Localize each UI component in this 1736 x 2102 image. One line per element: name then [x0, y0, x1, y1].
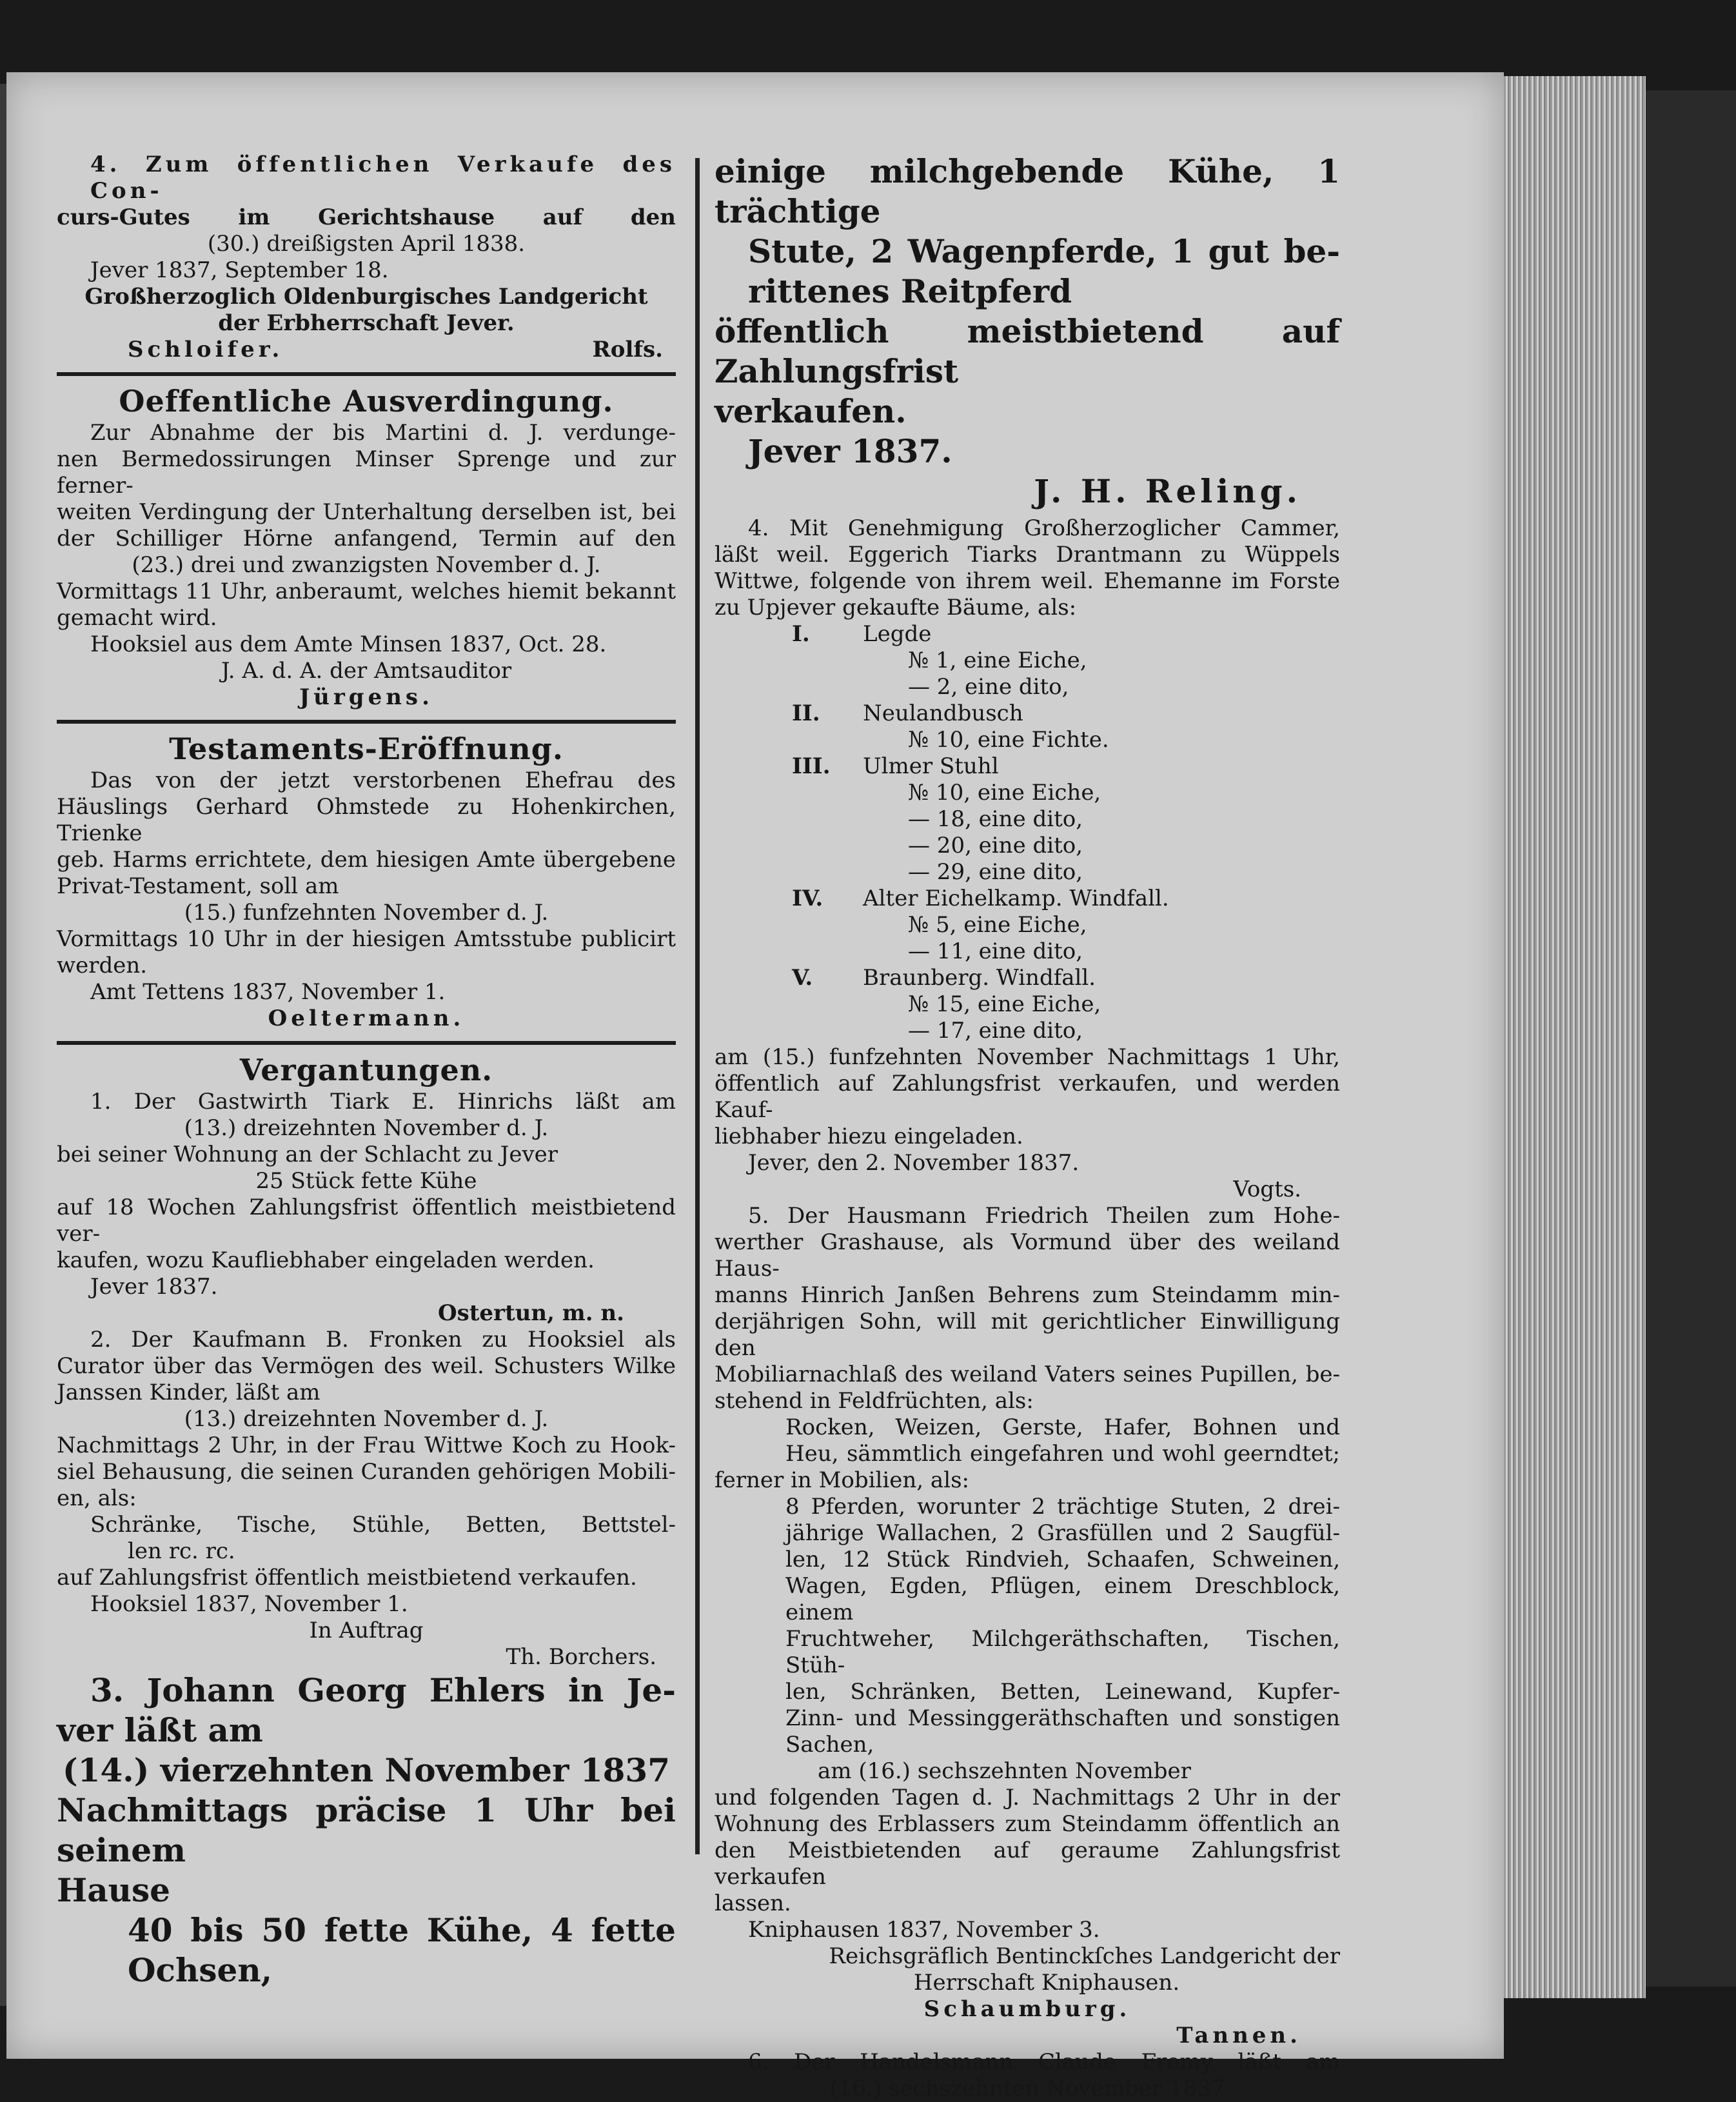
text-line: gemacht wird.	[57, 605, 217, 631]
tree-list-row	[792, 806, 1340, 833]
tree-list-text: Ulmer Stuhl	[863, 753, 999, 779]
tree-group-numeral	[792, 1018, 863, 1044]
text-line: Nachmittags 2 Uhr, in der Frau Wittwe Koch zu Hook-	[57, 1433, 676, 1458]
text-line: Rocken, Weizen, Gerste, Hafer, Bohnen und	[785, 1414, 1340, 1440]
text-line: len, Schränken, Betten, Leinewand, Kupfer-	[785, 1679, 1340, 1705]
tree-list-row	[792, 700, 1340, 727]
right-column	[715, 152, 1340, 2102]
tree-list-text: — 11, eine dito,	[908, 938, 1083, 964]
signature: Rolfs.	[592, 337, 663, 362]
tree-list-row	[792, 780, 1340, 806]
text-line: Janssen Kinder, läßt am	[57, 1380, 321, 1405]
text-line: 4. Mit Genehmigung Großherzoglicher Cammer,	[748, 515, 1340, 541]
text-line: Vormittags 10 Uhr in der hiesigen Amtsstube publicirt	[57, 926, 676, 952]
text-line: jährige Wallachen, 2 Grasfüllen und 2 Saugfül-	[785, 1520, 1340, 1546]
text-line: Jever, den 2. November 1837.	[748, 1150, 1080, 1176]
text-line: (14.) vierzehnten November 1837	[63, 1751, 670, 1789]
text-line: 1. Der Gastwirth Tiark E. Hinrichs läßt am	[90, 1089, 676, 1115]
signature: Ostertun, m. n.	[437, 1300, 624, 1326]
left-column	[57, 152, 676, 1990]
text-line: 5. Der Hausmann Friedrich Theilen zum Hohe-	[748, 1203, 1340, 1229]
text-line: und folgenden Tagen d. J. Nachmittags 2 Uhr in der	[715, 1785, 1340, 1810]
tree-list	[715, 621, 1340, 1044]
signature: Th. Borchers.	[506, 1644, 656, 1670]
tree-list-text: Neulandbusch	[863, 700, 1023, 726]
text-line: ferner in Mobilien, als:	[715, 1467, 969, 1493]
signature: Schloifer.	[128, 337, 284, 362]
tree-list-text: — 18, eine dito,	[908, 806, 1083, 832]
text-line: geb. Harms errichtete, dem hiesigen Amte übergebene	[57, 847, 676, 873]
tree-list-row	[792, 648, 1340, 674]
tree-group-numeral	[792, 806, 863, 833]
text-line: 8 Pferden, worunter 2 trächtige Stuten, 2 drei-	[785, 1494, 1340, 1520]
text-line: manns Hinrich Janßen Behrens zum Steindamm min-	[715, 1282, 1340, 1308]
text-line: auf 18 Wochen Zahlungsfrist öffentlich meistbietend ver-	[57, 1195, 676, 1247]
text-line: bei seiner Wohnung an der Schlacht zu Jever	[57, 1142, 558, 1167]
tree-list-row	[792, 621, 1340, 648]
text-line: Herrschaft Kniphausen.	[913, 1970, 1180, 1996]
text-line: In Auftrag	[309, 1618, 424, 1643]
text-line: Zinn- und Messinggeräthschaften und sonstigen	[785, 1705, 1340, 1731]
tree-list-row	[792, 674, 1340, 700]
tree-list-row	[792, 965, 1340, 991]
text-line: öffentlich meistbietend auf Zahlungsfrist	[715, 312, 1340, 390]
tree-group-numeral	[792, 991, 863, 1018]
tree-list-text: Alter Eichelkamp. Windfall.	[863, 886, 1169, 911]
text-line: kaufen, wozu Kaufliebhaber eingeladen werden.	[57, 1247, 595, 1273]
text-line: ver läßt am	[57, 1711, 263, 1749]
tree-list-row	[792, 727, 1340, 753]
text-line: Häuslings Gerhard Ohmstede zu Hohenkirchen, Trienke	[57, 794, 676, 846]
text-line: siel Behausung, die seinen Curanden gehörigen Mobili-	[57, 1459, 676, 1485]
tree-list-row	[792, 859, 1340, 886]
signature: Vogts.	[1233, 1176, 1301, 1202]
notice-5	[715, 1203, 1340, 2049]
signature: Schaumburg.	[923, 1996, 1131, 2022]
text-line: Hooksiel 1837, November 1.	[90, 1591, 408, 1617]
text-line: Mobiliarnachlaß des weiland Vaters seines Pupillen, be-	[715, 1362, 1340, 1387]
text-line: Reichsgräflich Bentinckſches Landgericht der	[829, 1943, 1340, 1969]
section-rule	[57, 372, 676, 376]
tree-group-numeral	[792, 727, 863, 753]
text-line: der Erbherrschaft Jever.	[218, 310, 515, 336]
text-line: Hooksiel aus dem Amte Minsen 1837, Oct. 28.	[90, 631, 607, 657]
text-line: Jever 1837.	[748, 432, 952, 470]
text-line: Großherzoglich Oldenburgisches Landgericht	[84, 284, 648, 310]
text-line: werther Grashause, als Vormund über des weiland Haus-	[715, 1229, 1340, 1282]
text-line: 6. Der Handelsmann Claude Fremy läßt am	[748, 2049, 1340, 2075]
tree-list-text: № 1, eine Eiche,	[908, 648, 1087, 673]
text-line: Stute, 2 Wagenpferde, 1 gut be-	[748, 232, 1340, 270]
text-line: der Schilliger Hörne anfangend, Termin auf den	[57, 526, 676, 551]
tree-group-numeral	[792, 938, 863, 965]
text-line: am (16.) sechszehnten November	[818, 1758, 1191, 1784]
text-line: 3. Johann Georg Ehlers in Je-	[90, 1671, 676, 1709]
tree-list-row	[792, 833, 1340, 859]
text-line: (13.) dreizehnten November d. J.	[184, 1115, 549, 1141]
signature: Tannen.	[1176, 2023, 1301, 2048]
tree-group-numeral: III.	[792, 753, 831, 779]
text-line: len, 12 Stück Rindvieh, Schaafen, Schweinen,	[785, 1547, 1340, 1572]
section-rule	[57, 720, 676, 724]
text-line: auf Zahlungsfrist öffentlich meistbietend verkaufen.	[57, 1565, 637, 1591]
section-ausverdingung	[57, 382, 676, 711]
text-line: J. A. d. A. der Amtsauditor	[221, 658, 512, 684]
text-line: 4. Zum öffentlichen Verkaufe des Con-	[90, 152, 676, 204]
tree-list-text: Braunberg. Windfall.	[863, 965, 1096, 991]
tree-list-text: № 10, eine Fichte.	[908, 727, 1109, 753]
tree-list-text: № 10, eine Eiche,	[908, 780, 1101, 806]
text-line: den Meistbietenden auf geraume Zahlungsfrist verkaufen	[715, 1838, 1340, 1890]
signature: J. H. Reling.	[1034, 472, 1301, 510]
text-line: Wohnung des Erblassers zum Steindamm öffentlich an	[715, 1811, 1340, 1837]
text-line: Jever 1837, September 18.	[90, 257, 389, 283]
section-heading: Testaments-Eröffnung.	[169, 731, 564, 766]
text-line: liebhaber hiezu eingeladen.	[715, 1124, 1023, 1149]
text-line: werden.	[57, 953, 148, 978]
tree-list-row	[792, 912, 1340, 938]
background-dark	[1646, 90, 1736, 1987]
text-line: 40 bis 50 fette Kühe, 4 fette Ochsen,	[128, 1911, 676, 1989]
notice-6	[715, 2049, 1340, 2102]
text-line: Jever 1837.	[90, 1274, 218, 1300]
text-line: nen Bermedossirungen Minser Sprenge und zur ferner-	[57, 446, 676, 499]
tree-group-numeral: IV.	[792, 886, 824, 911]
text-line: Vormittags 11 Uhr, anberaumt, welches hiemit bekannt	[57, 579, 676, 604]
tree-list-text: Legde	[863, 621, 932, 647]
text-line: (13.) dreizehnten November d. J.	[184, 1406, 549, 1432]
text-line: Zur Abnahme der bis Martini d. J. verdunge-	[90, 420, 676, 446]
text-line: Das von der jetzt verstorbenen Ehefrau des	[90, 768, 676, 793]
tree-group-numeral	[792, 833, 863, 859]
text-line: stehend in Feldfrüchten, als:	[715, 1388, 1034, 1414]
text-line: Privat-Testament, soll am	[57, 873, 339, 899]
tree-list-row	[792, 1018, 1340, 1044]
tree-group-numeral	[792, 912, 863, 938]
text-line: Sachen,	[785, 1732, 874, 1758]
text-line: einige milchgebende Kühe, 1 trächtige	[715, 152, 1340, 230]
text-line: rittenes Reitpferd	[748, 272, 1072, 310]
tree-list-row	[792, 991, 1340, 1018]
text-line: weiten Verdingung der Unterhaltung derselben ist, bei	[57, 499, 676, 525]
text-line: zu Upjever gekaufte Bäume, als:	[715, 595, 1077, 620]
tree-group-numeral: V.	[792, 965, 813, 991]
tree-list-text: — 29, eine dito,	[908, 859, 1083, 885]
section-vergantungen	[57, 1051, 676, 1990]
tree-list-text: — 17, eine dito,	[908, 1018, 1083, 1044]
text-line: (30.) dreißigsten April 1838.	[207, 231, 526, 257]
tree-group-numeral	[792, 674, 863, 700]
text-line: curs-Gutes im Gerichtshause auf den	[57, 204, 676, 230]
signature: Oeltermann.	[268, 1006, 465, 1031]
tree-list-row	[792, 938, 1340, 965]
text-line: (16.) sechszehnten November 1837	[829, 2076, 1225, 2101]
section-testament	[57, 730, 676, 1032]
text-line: derjährigen Sohn, will mit gerichtlicher Einwilligung den	[715, 1309, 1340, 1361]
text-line: Heu, sämmtlich eingefahren und wohl geerndtet;	[785, 1441, 1340, 1467]
text-line: Wittwe, folgende von ihrem weil. Ehemanne im Forste	[715, 568, 1340, 594]
signature: Jürgens.	[299, 684, 433, 710]
text-line: Nachmittags präcise 1 Uhr bei seinem	[57, 1791, 676, 1869]
tree-list-text: № 15, eine Eiche,	[908, 991, 1101, 1017]
text-line: (15.) funfzehnten November d. J.	[184, 900, 549, 926]
text-line: Hause	[57, 1871, 170, 1909]
tree-list-text: — 20, eine dito,	[908, 833, 1083, 858]
text-line: läßt weil. Eggerich Tiarks Drantmann zu Wüppels	[715, 542, 1340, 568]
tree-group-numeral: I.	[792, 621, 810, 647]
notice-4-trees	[715, 515, 1340, 1203]
section-rule	[57, 1041, 676, 1045]
column-divider	[695, 158, 700, 1854]
tree-group-numeral: II.	[792, 700, 820, 726]
text-line: öffentlich auf Zahlungsfrist verkaufen, und werden Kauf-	[715, 1071, 1340, 1123]
text-line: Curator über das Vermögen des weil. Schusters Wilke	[57, 1353, 676, 1379]
tree-group-numeral	[792, 648, 863, 674]
text-line: 2. Der Kaufmann B. Fronken zu Hooksiel als	[90, 1327, 676, 1353]
tree-list-text: № 5, eine Eiche,	[908, 912, 1087, 938]
section-heading: Oeffentliche Ausverdingung.	[119, 384, 614, 419]
text-line: Wagen, Egden, Pflügen, einem Dreschblock, einem	[785, 1573, 1340, 1625]
text-line: en, als:	[57, 1485, 137, 1511]
page-edges	[1504, 76, 1646, 1998]
text-line: am (15.) funfzehnten November Nachmittags 1 Uhr,	[715, 1044, 1340, 1070]
text-line: (23.) drei und zwanzigsten November d. J.	[132, 552, 601, 578]
notice-4	[57, 152, 676, 363]
tree-list-row	[792, 886, 1340, 912]
text-line: lassen.	[715, 1890, 791, 1916]
text-line: 25 Stück fette Kühe	[255, 1168, 477, 1194]
text-line: Kniphausen 1837, November 3.	[748, 1917, 1100, 1943]
section-heading: Vergantungen.	[239, 1053, 493, 1087]
text-line: Fruchtweher, Milchgeräthschaften, Tischen, Stüh-	[785, 1626, 1340, 1678]
tree-group-numeral	[792, 859, 863, 886]
text-line: Schränke, Tische, Stühle, Betten, Bettstel-	[90, 1512, 676, 1538]
tree-list-text: — 2, eine dito,	[908, 674, 1069, 700]
tree-list-row	[792, 753, 1340, 780]
text-line: Amt Tettens 1837, November 1.	[90, 979, 446, 1005]
text-line: verkaufen.	[715, 392, 907, 430]
text-line: len rc. rc.	[128, 1538, 235, 1564]
tree-group-numeral	[792, 780, 863, 806]
notice-3-continued	[715, 152, 1340, 511]
